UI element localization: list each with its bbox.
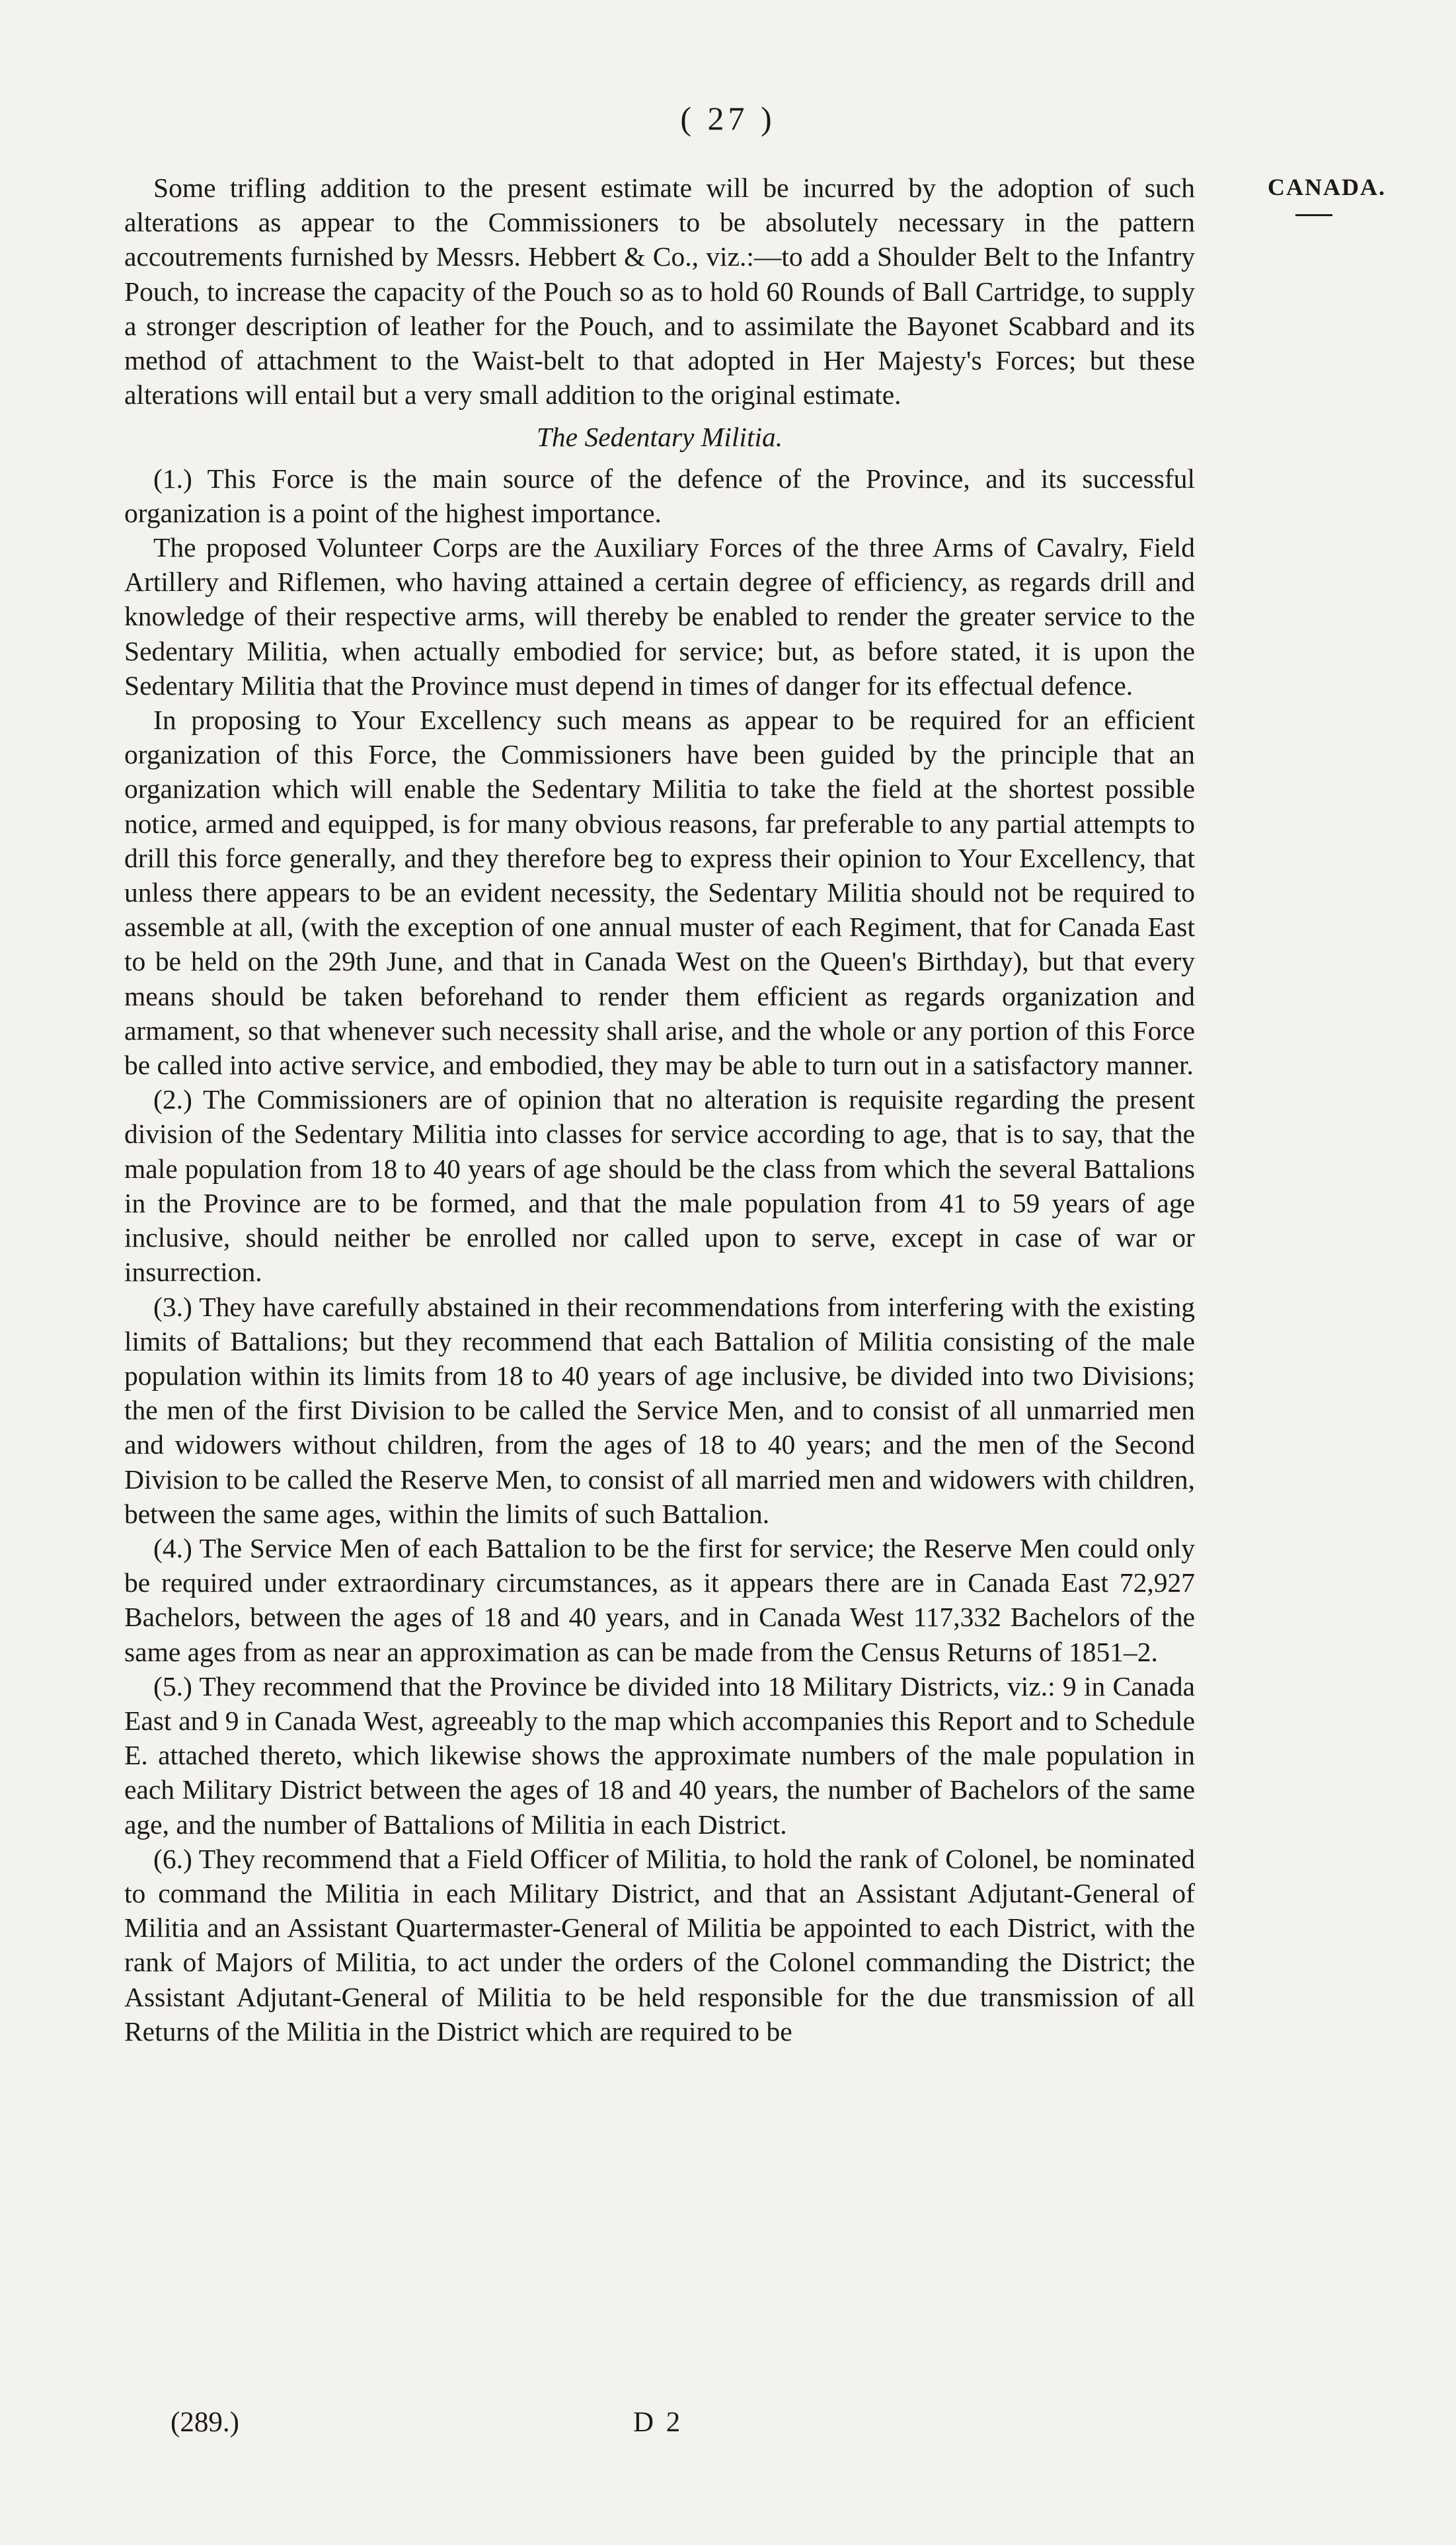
- margin-note-rule: [1295, 214, 1332, 216]
- paragraph-1: (1.) This Force is the main source of the defence of the Province, and its successful organization is a point of the highest importance.: [124, 463, 1195, 528]
- footer-signature-mark: D 2: [633, 2407, 683, 2438]
- paragraph-volunteer-corps: The proposed Volunteer Corps are the Auxiliary Forces of the three Arms of Cavalry, Field Artillery and Riflemen, who having attained a certain degree of efficiency, as regards drill and knowledge of their respective arms, will thereby be enabled to render the greater service to the Sedentary Militia, when actually embodied for service; but, as before stated, it is upon the Sedentary Militia that the Province must depend in times of danger for its effectual defence.: [124, 532, 1195, 701]
- paragraph-accoutrements: Some trifling addition to the present estimate will be incurred by the adoption of such alterations as appear to the Commissioners to be absolutely necessary in the pattern accoutrements furnished by Messrs. Hebbert & Co., viz.:—to add a Shoulder Belt to the Infantry Pouch, to increase the capacity of the Pouch so as to hold 60 Rounds of Ball Cartridge, to supply a stronger description of leather for the Pouch, and to assimilate the Bayonet Scabbard and its method of attachment to the Waist-belt to that adopted in Her Majesty's Forces; but these alterations will entail but a very small addition to the original estimate.: [124, 173, 1195, 411]
- section-heading: The Sedentary Militia.: [536, 422, 783, 453]
- paragraph-6: (6.) They recommend that a Field Officer of Militia, to hold the rank of Colonel, be nominated to command the Militia in each Military District, and that an Assistant Adjutant-General of Militia and an Assistant Quartermaster-General of Militia be appointed to each District, with the rank of Majors of Militia, to act under the orders of the Colonel commanding the District; the Assistant Adjutant-General of Militia to be held responsible for the due transmission of all Returns of the Militia in the District which are required to be: [124, 1843, 1195, 2047]
- paragraph-2: (2.) The Commissioners are of opinion that no alteration is requisite regarding the present division of the Sedentary Militia into classes for service according to age, that is to say, that the male population from 18 to 40 years of age should be the class from which the several Battalions in the Province are to be formed, and that the male population from 41 to 59 years of age inclusive, should neither be enrolled nor called upon to serve, except in case of war or insurrection.: [124, 1084, 1195, 1288]
- paragraph-proposing: In proposing to Your Excellency such means as appear to be required for an efficient organization of this Force, the Commissioners have been guided by the principle that an organization which will enable the Sedentary Militia to take the field at the shortest possible notice, armed and equipped, is for many obvious reasons, far preferable to any partial attempts to drill this force generally, and they therefore beg to express their opinion to Your Excellency, that unless there appears to be an evident necessity, the Sedentary Militia should not be required to assemble at all, (with the exception of one annual muster of each Regiment, that for Canada East to be held on the 29th June, and that in Canada West on the Queen's Birthday), but that every means should be taken beforehand to render them efficient as regards organization and armament, so that whenever such necessity shall arise, and the whole or any portion of this Force be called into active service, and embodied, they may be able to turn out in a satisfactory manner.: [124, 705, 1195, 1081]
- page-number: ( 27 ): [680, 100, 776, 137]
- paragraph-3: (3.) They have carefully abstained in their recommendations from interfering with the existing limits of Battalions; but they recommend that each Battalion of Militia consisting of the male population within its limits from 18 to 40 years of age inclusive, be divided into two Divisions; the men of the first Division to be called the Service Men, and to consist of all unmarried men and widowers without children, from the ages of 18 to 40 years; and the men of the Second Division to be called the Reserve Men, to consist of all married men and widowers with children, between the same ages, within the limits of such Battalion.: [124, 1291, 1195, 1529]
- margin-note: CANADA.: [1268, 174, 1386, 200]
- paragraph-4: (4.) The Service Men of each Battalion to be the first for service; the Reserve Men could only be required under extraordinary circumstances, as it appears there are in Canada East 72,927 Bachelors, between the ages of 18 and 40 years, and in Canada West 117,332 Bachelors of the same ages from as near an approximation as can be made from the Census Returns of 1851–2.: [124, 1532, 1195, 1667]
- paragraph-5: (5.) They recommend that the Province be divided into 18 Military Districts, viz.: 9 in Canada East and 9 in Canada West, agreeably to the map which accompanies this Report and to Schedule E. attached thereto, which likewise shows the approximate numbers of the male population in each Military District between the ages of 18 and 40 years, the number of Bachelors of the same age, and the number of Battalions of Militia in each District.: [124, 1670, 1195, 1840]
- footer-document-number: (289.): [171, 2407, 239, 2438]
- body-text: [124, 171, 1195, 2049]
